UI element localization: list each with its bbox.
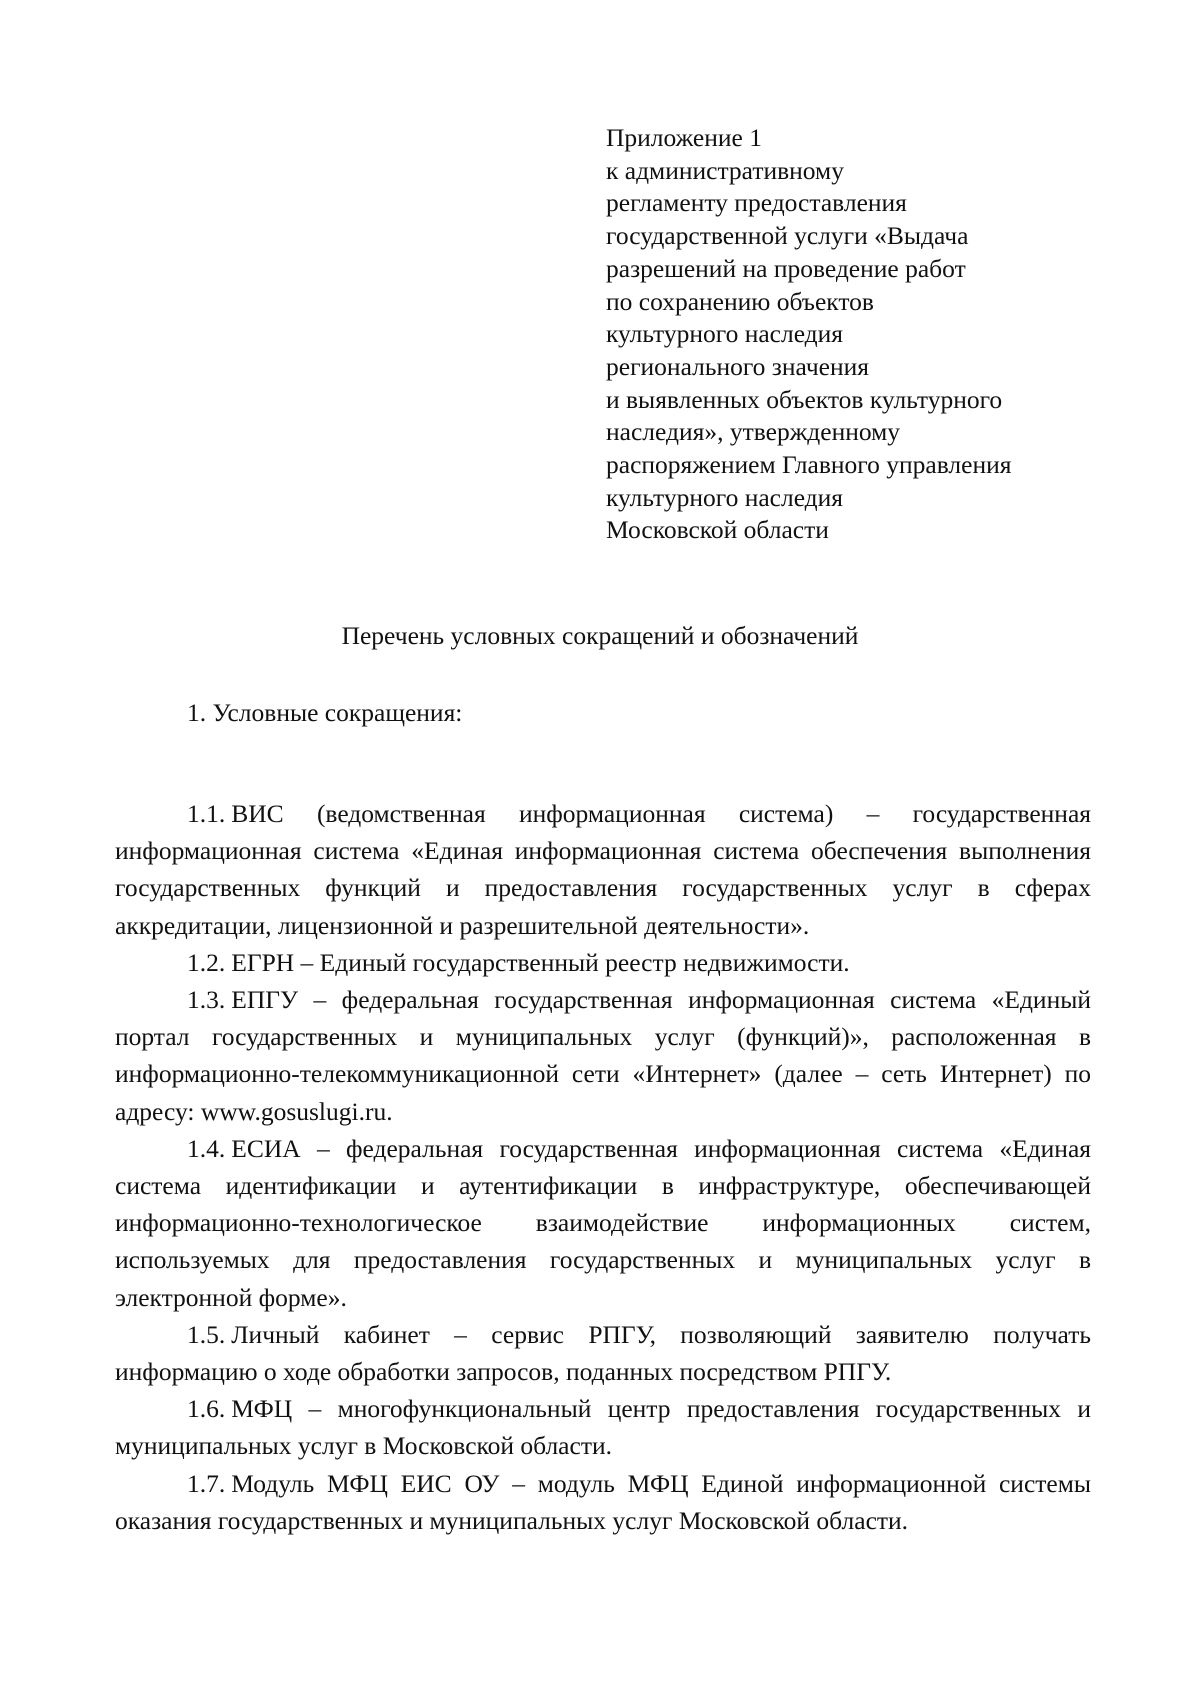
item-text: ЕПГУ – федеральная государственная информационная система «Единый портал государственных и муниципальных услуг (функций)», расположенная в информационно-телекоммуникационной сети «Интернет» (далее – сеть Интернет) по адресу: www.gosuslugi.ru. [115,985,1091,1126]
item-text: ЕГРН – Единый государственный реестр недвижимости. [231,947,850,977]
appendix-line: культурного наследия [606,482,844,512]
item-number: 1.7. [187,1468,226,1498]
appendix-line: разрешений на проведение работ [606,253,966,283]
appendix-line: по сохранению объектов [606,286,874,316]
appendix-line: распоряжением Главного управления [606,450,1012,480]
appendix-line: Приложение 1 [606,123,762,152]
appendix-line: и выявленных объектов культурного [606,384,1003,414]
appendix-line: наследия», утвержденному [606,417,901,447]
item-number: 1.2. [187,947,226,977]
appendix-line: регламенту предоставления [606,188,907,218]
item-text: МФЦ – многофункциональный центр предоставления государственных и муниципальных услуг в Московской области. [115,1394,1091,1461]
abbreviation-item [115,944,1091,981]
item-text: ЕСИА – федеральная государственная информационная система «Единая система идентификации и аутентификации в инфраструктуре, обеспечивающей информационно-технологическое взаимодействие информационных систем, используемых для предоставления государственных и муниципальных услуг в электронной форме». [115,1133,1091,1312]
abbreviation-item [115,1316,1091,1390]
appendix-header [606,122,1126,547]
item-text: Личный кабинет – сервис РПГУ, позволяющий заявителю получать информацию о ходе обработки запросов, поданных посредством РПГУ. [115,1319,1091,1387]
abbreviation-item [115,1130,1091,1316]
abbreviation-item [115,795,1091,944]
appendix-line: к административному [606,155,844,185]
abbreviations-list [115,795,1091,1539]
appendix-line: регионального значения [606,351,869,381]
abbreviation-item [115,1465,1091,1539]
item-number: 1.5. [187,1319,226,1349]
appendix-line: государственной услуги «Выдача [606,221,969,251]
item-number: 1.1. [187,799,226,828]
appendix-line: культурного наследия [606,319,844,349]
item-number: 1.4. [187,1133,226,1163]
item-text: ВИС (ведомственная информационная система) – государственная информационная система «Единая информационная система обеспечения выполнения государственных функций и предоставления государственных услуг в сферах аккредитации, лицензионной и разрешительной деятельности». [115,799,1091,940]
document-title: Перечень условных сокращений и обозначений [341,621,859,650]
appendix-line: Московской области [606,515,829,545]
item-text: Модуль МФЦ ЕИС ОУ – модуль МФЦ Единой информационной системы оказания государственных и муниципальных услуг Московской области. [115,1468,1091,1535]
item-number: 1.6. [187,1394,226,1424]
abbreviation-item [115,981,1091,1130]
section-heading: 1. Условные сокращения: [187,698,463,727]
abbreviation-item [115,1390,1091,1464]
item-number: 1.3. [187,985,226,1015]
